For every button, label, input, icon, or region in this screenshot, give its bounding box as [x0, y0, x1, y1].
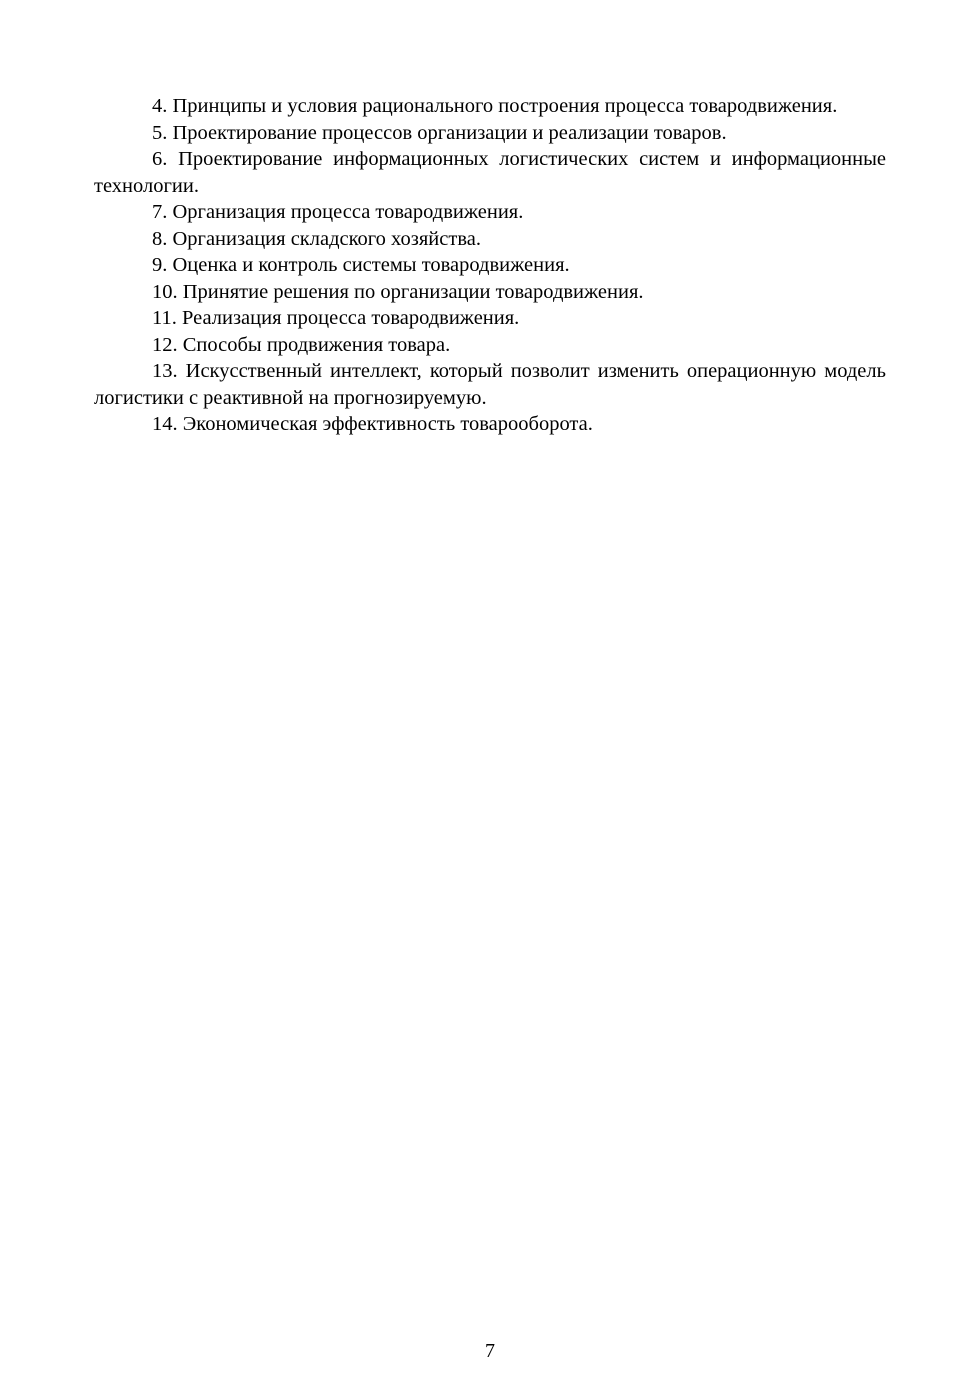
item-number: 11.: [152, 307, 177, 329]
item-number: 4.: [152, 95, 168, 117]
item-number: 14.: [152, 413, 178, 435]
item-text: Принятие решения по организации товародвижения.: [182, 280, 644, 303]
item-text: Оценка и контроль системы товародвижения.: [172, 254, 570, 276]
item-number: 6.: [152, 148, 168, 170]
list-item: [94, 411, 886, 438]
item-text: Организация складского хозяйства.: [172, 227, 481, 250]
list-item: [94, 332, 886, 359]
item-number: 8.: [152, 227, 168, 250]
list-item: [94, 358, 886, 411]
item-number: 5.: [152, 121, 168, 144]
item-text: Способы продвижения товара.: [182, 333, 451, 356]
item-text: Проектирование процессов организации и реализации товаров.: [172, 121, 727, 144]
list-item: [94, 305, 886, 332]
list-item: [94, 226, 886, 253]
item-text: Экономическая эффективность товарооборота.: [182, 413, 593, 435]
item-number: 7.: [152, 201, 168, 223]
item-number: 12.: [152, 333, 178, 356]
item-text: Проектирование информационных логистических систем и информационные технологии.: [94, 148, 886, 197]
item-text: Принципы и условия рационального построения процесса товародвижения.: [172, 95, 838, 117]
list-item: [94, 120, 886, 147]
list-item: [94, 199, 886, 226]
list-item: [94, 93, 886, 120]
item-text: Искусственный интеллект, который позволит изменить операционную модель логистики с реактивной на прогнозируемую.: [94, 360, 886, 409]
item-number: 10.: [152, 280, 178, 303]
list-item: [94, 146, 886, 199]
page-number: 7: [485, 1340, 495, 1362]
list-item: [94, 252, 886, 279]
item-text: Организация процесса товародвижения.: [172, 201, 524, 223]
list-item: [94, 279, 886, 306]
item-number: 9.: [152, 254, 168, 276]
item-number: 13.: [152, 360, 178, 382]
item-text: Реализация процесса товародвижения.: [182, 307, 520, 329]
topic-list: [94, 93, 886, 438]
